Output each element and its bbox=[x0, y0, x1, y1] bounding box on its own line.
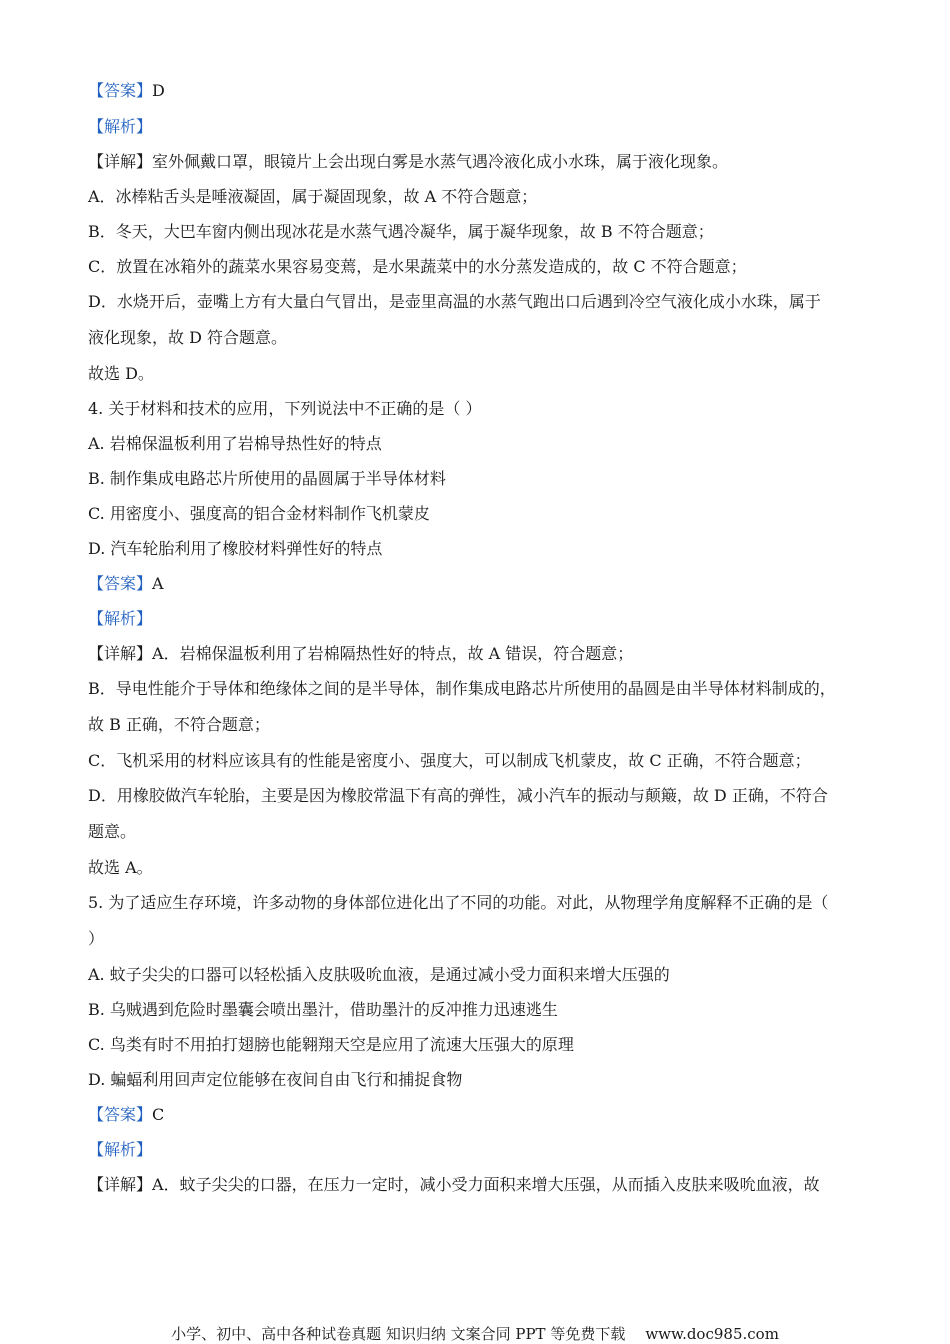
text-line: 题意。 bbox=[88, 822, 137, 841]
section-tag: 【答案】 bbox=[88, 1105, 153, 1124]
option-line: D. 蝙蝠利用回声定位能够在夜间自由飞行和捕捉食物 bbox=[88, 1070, 463, 1089]
text-line: D．水烧开后，壶嘴上方有大量白气冒出，是壶里高温的水蒸气跑出口后遇到冷空气液化成小水珠，属于 bbox=[88, 292, 821, 311]
analysis-line bbox=[88, 609, 152, 629]
section-tag: 【答案】 bbox=[88, 81, 153, 100]
option-line: A. 蚊子尖尖的口器可以轻松插入皮肤吸吮血液，是通过减小受力面积来增大压强的 bbox=[88, 965, 670, 984]
option-line: C. 用密度小、强度高的铝合金材料制作飞机蒙皮 bbox=[88, 504, 430, 523]
text-line: A．冰棒粘舌头是唾液凝固，属于凝固现象，故 A 不符合题意； bbox=[88, 187, 538, 206]
text-line: C．飞机采用的材料应该具有的性能是密度小、强度大，可以制成飞机蒙皮，故 C 正确，不符合题意； bbox=[88, 751, 811, 770]
question-line: 5. 为了适应生存环境，许多动物的身体部位进化出了不同的功能。对此，从物理学角度解释不正确的是（ bbox=[88, 893, 829, 912]
detail-line: 【详解】A．蚊子尖尖的口器，在压力一定时，减小受力面积来增大压强，从而插入皮肤来吸吮血液，故 bbox=[88, 1175, 820, 1194]
footer-text: 小学、初中、高中各种试卷真题 知识归纳 文案合同 PPT 等免费下载 bbox=[171, 1325, 626, 1343]
question-line: ） bbox=[88, 929, 105, 948]
analysis-line bbox=[88, 1140, 152, 1160]
footer-link[interactable]: www.doc985.com bbox=[645, 1325, 779, 1343]
text-line: B．冬天，大巴车窗内侧出现冰花是水蒸气遇冷凝华，属于凝华现象，故 B 不符合题意； bbox=[88, 222, 714, 241]
section-tag: 【解析】 bbox=[88, 117, 153, 136]
section-tag: 【解析】 bbox=[88, 609, 153, 628]
section-tag: 【详解】 bbox=[88, 644, 153, 663]
section-tag: 【答案】 bbox=[88, 574, 153, 593]
question-line: 4. 关于材料和技术的应用，下列说法中不正确的是（ ） bbox=[88, 399, 482, 418]
page-footer bbox=[0, 1324, 950, 1344]
text-line: 故选 D。 bbox=[88, 364, 154, 383]
option-line: B. 乌贼遇到危险时墨囊会喷出墨汁，借助墨汁的反冲推力迅速逃生 bbox=[88, 1000, 558, 1019]
answer-line: 【答案】C bbox=[88, 1105, 165, 1124]
analysis-line bbox=[88, 117, 152, 137]
detail-line: 【详解】A．岩棉保温板利用了岩棉隔热性好的特点，故 A 错误，符合题意； bbox=[88, 644, 634, 663]
section-tag: 【详解】 bbox=[88, 152, 153, 171]
text-line: 液化现象，故 D 符合题意。 bbox=[88, 328, 288, 347]
section-tag: 【详解】 bbox=[88, 1175, 153, 1194]
text-line: 故 B 正确，不符合题意； bbox=[88, 715, 270, 734]
section-tag: 【解析】 bbox=[88, 1140, 153, 1159]
option-line: A. 岩棉保温板利用了岩棉导热性好的特点 bbox=[88, 434, 382, 453]
text-line: 故选 A。 bbox=[88, 858, 153, 877]
text-line: C．放置在冰箱外的蔬菜水果容易变蔫，是水果蔬菜中的水分蒸发造成的，故 C 不符合题意； bbox=[88, 257, 747, 276]
text-line: D．用橡胶做汽车轮胎，主要是因为橡胶常温下有高的弹性，减小汽车的振动与颠簸，故 D 正确，不符合 bbox=[88, 786, 828, 805]
answer-line: 【答案】A bbox=[88, 574, 164, 593]
option-line: C. 鸟类有时不用拍打翅膀也能翱翔天空是应用了流速大压强大的原理 bbox=[88, 1035, 574, 1054]
option-line: D. 汽车轮胎利用了橡胶材料弹性好的特点 bbox=[88, 539, 383, 558]
answer-line: 【答案】D bbox=[88, 81, 165, 100]
detail-line: 【详解】室外佩戴口罩，眼镜片上会出现白雾是水蒸气遇冷液化成小水珠，属于液化现象。 bbox=[88, 152, 729, 171]
option-line: B. 制作集成电路芯片所使用的晶圆属于半导体材料 bbox=[88, 469, 446, 488]
text-line: B．导电性能介于导体和绝缘体之间的是半导体，制作集成电路芯片所使用的晶圆是由半导体材料制成的， bbox=[88, 679, 836, 698]
